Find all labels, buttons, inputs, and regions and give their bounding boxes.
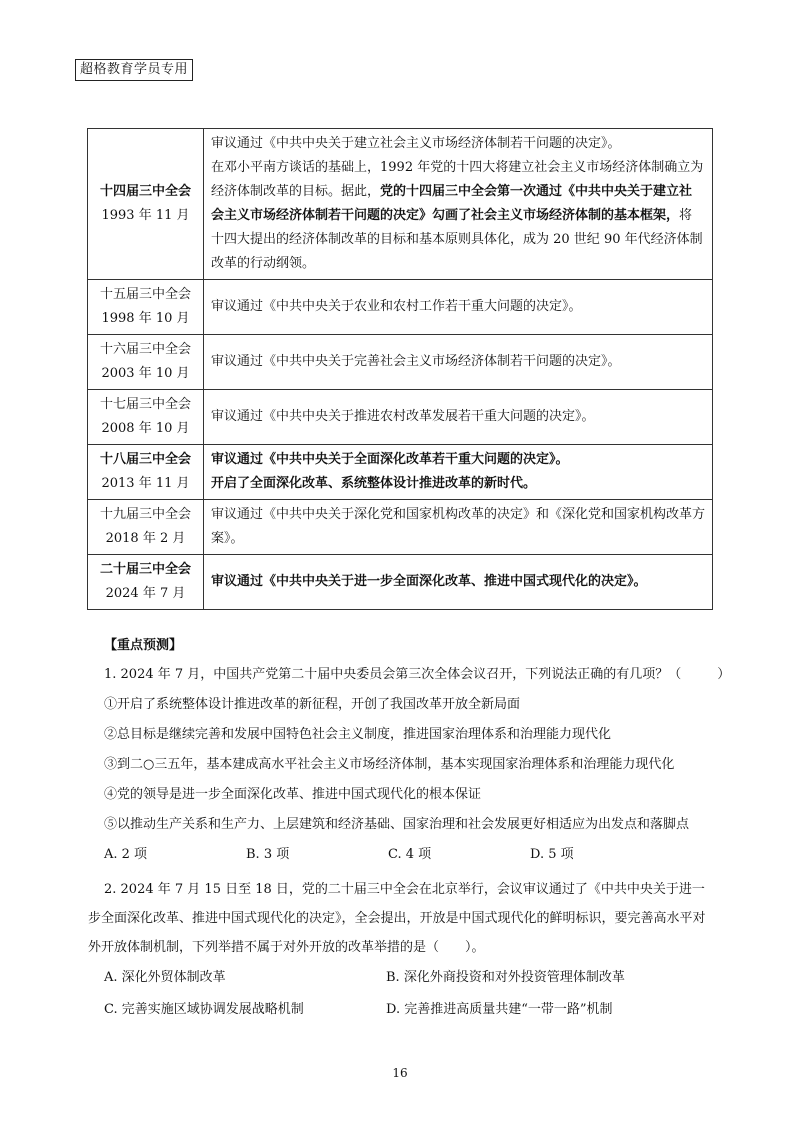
meeting-name: 十六届三中全会 bbox=[99, 342, 191, 357]
meeting-name-cell bbox=[88, 335, 204, 390]
detail-emphasis: 党的十四届三中全会第一次通过《中共中央关于建立社会主义市场经济体制若干问题的决定》勾画了社会主义市场经济体制的基本框架， bbox=[211, 184, 693, 223]
meeting-content-cell bbox=[204, 445, 713, 500]
option-d: D. 5 项 bbox=[530, 847, 574, 862]
detail-text: 将十四大提出的经济体制改革的目标和基本原则具体化，成为 20 世纪 90 年代经济体制改革的行动纲领。 bbox=[211, 208, 703, 271]
meeting-content: 审议通过《中共中央关于完善社会主义市场经济体制若干问题的决定》。 bbox=[204, 335, 713, 390]
watermark-label: 超格教育学员专用 bbox=[75, 59, 193, 81]
option-a: A. 深化外贸体制改革 bbox=[104, 970, 226, 985]
meeting-content: 审议通过《中共中央关于进一步全面深化改革、推进中国式现代化的决定》。 bbox=[204, 555, 713, 610]
meeting-name: 十九届三中全会 bbox=[99, 507, 191, 522]
meeting-date: 2008 年 10 月 bbox=[101, 421, 190, 436]
practice-section bbox=[0, 636, 800, 1032]
question-2-options-row-2 bbox=[0, 1000, 800, 1020]
meeting-name: 十五届三中全会 bbox=[99, 287, 191, 302]
meeting-content-detail bbox=[211, 156, 705, 276]
question-1-stem bbox=[0, 665, 800, 685]
meeting-name-cell bbox=[88, 390, 204, 445]
statement-item: ②总目标是继续完善和发展中国特色社会主义制度，推进国家治理体系和治理能力现代化 bbox=[104, 727, 612, 742]
table-row bbox=[88, 129, 713, 280]
meeting-name: 二十届三中全会 bbox=[99, 562, 191, 577]
meeting-date: 2003 年 10 月 bbox=[101, 366, 190, 381]
option-d: D. 完善推进高质量共建“一带一路”机制 bbox=[386, 1002, 613, 1017]
statement-item: ④党的领导是进一步全面深化改革、推进中国式现代化的根本保证 bbox=[104, 787, 482, 802]
meeting-content: 审议通过《中共中央关于推进农村改革发展若干重大问题的决定》。 bbox=[204, 390, 713, 445]
statement-item: ①开启了系统整体设计推进改革的新征程，开创了我国改革开放全新局面 bbox=[104, 697, 521, 712]
plenum-table bbox=[87, 128, 713, 610]
meeting-date: 2018 年 2 月 bbox=[105, 531, 186, 546]
option-a: A. 2 项 bbox=[104, 847, 148, 862]
meeting-date: 1993 年 11 月 bbox=[101, 208, 190, 223]
table-row bbox=[88, 500, 713, 555]
table-row bbox=[88, 390, 713, 445]
meeting-date: 2024 年 7 月 bbox=[105, 586, 186, 601]
meeting-content-detail: 开启了全面深化改革、系统整体设计推进改革的新时代。 bbox=[211, 476, 537, 491]
meeting-name-cell bbox=[88, 280, 204, 335]
option-b: B. 3 项 bbox=[246, 847, 290, 862]
statement-item: ③到二○三五年，基本建成高水平社会主义市场经济体制，基本实现国家治理体系和治理能力现代化 bbox=[104, 757, 675, 772]
question-1-options bbox=[0, 845, 800, 865]
option-b: B. 深化外商投资和对外投资管理体制改革 bbox=[386, 970, 625, 985]
question-2-stem: 2. 2024 年 7 月 15 日至 18 日，党的二十届三中全会在北京举行，会议审议通过了《中共中央关于进一步全面深化改革、推进中国式现代化的决定》，全会提出，开放是中国式现代化的鲜明标识，要完善高水平对外开放体制机制，下列举措不属于对外开放的改革举措的是（ ）。 bbox=[88, 882, 706, 955]
meeting-content: 审议通过《中共中央关于农业和农村工作若干重大问题的决定》。 bbox=[204, 280, 713, 335]
meeting-date: 2013 年 11 月 bbox=[101, 476, 190, 491]
table-row bbox=[88, 555, 713, 610]
meeting-content: 审议通过《中共中央关于建立社会主义市场经济体制若干问题的决定》。 bbox=[211, 136, 621, 151]
meeting-content-cell bbox=[204, 129, 713, 280]
section-heading: 【重点预测】 bbox=[104, 638, 183, 653]
meeting-name: 十八届三中全会 bbox=[99, 452, 191, 467]
statement-item: ⑤以推动生产关系和生产力、上层建筑和经济基础、国家治理和社会发展更好相适应为出发点和落脚点 bbox=[104, 817, 690, 832]
option-c: C. 完善实施区域协调发展战略机制 bbox=[104, 1002, 304, 1017]
meeting-name-cell bbox=[88, 129, 204, 280]
meeting-name: 十七届三中全会 bbox=[99, 397, 191, 412]
meeting-name-cell bbox=[88, 500, 204, 555]
meeting-name: 十四届三中全会 bbox=[99, 184, 191, 199]
table-row bbox=[88, 445, 713, 500]
meeting-content: 审议通过《中共中央关于深化党和国家机构改革的决定》和《深化党和国家机构改革方案》。 bbox=[204, 500, 713, 555]
detail-text: 在邓小平南方谈话的基础上，1992 年党的十四大将建立社会主义市场经济体制确立为经济体制改革的目标。据此， bbox=[211, 160, 704, 199]
table-row bbox=[88, 280, 713, 335]
option-c: C. 4 项 bbox=[388, 847, 432, 862]
question-stem-end: ） bbox=[717, 667, 731, 682]
table-row bbox=[88, 335, 713, 390]
meeting-name-cell bbox=[88, 445, 204, 500]
meeting-date: 1998 年 10 月 bbox=[101, 311, 190, 326]
meeting-content: 审议通过《中共中央关于全面深化改革若干重大问题的决定》。 bbox=[211, 452, 569, 467]
page-number: 16 bbox=[392, 1066, 408, 1080]
question-2-options-row-1 bbox=[0, 968, 800, 988]
question-stem-text: 1. 2024 年 7 月，中国共产党第二十届中央委员会第三次全体会议召开，下列说法正确的有几项？（ bbox=[104, 667, 682, 682]
meeting-name-cell bbox=[88, 555, 204, 610]
